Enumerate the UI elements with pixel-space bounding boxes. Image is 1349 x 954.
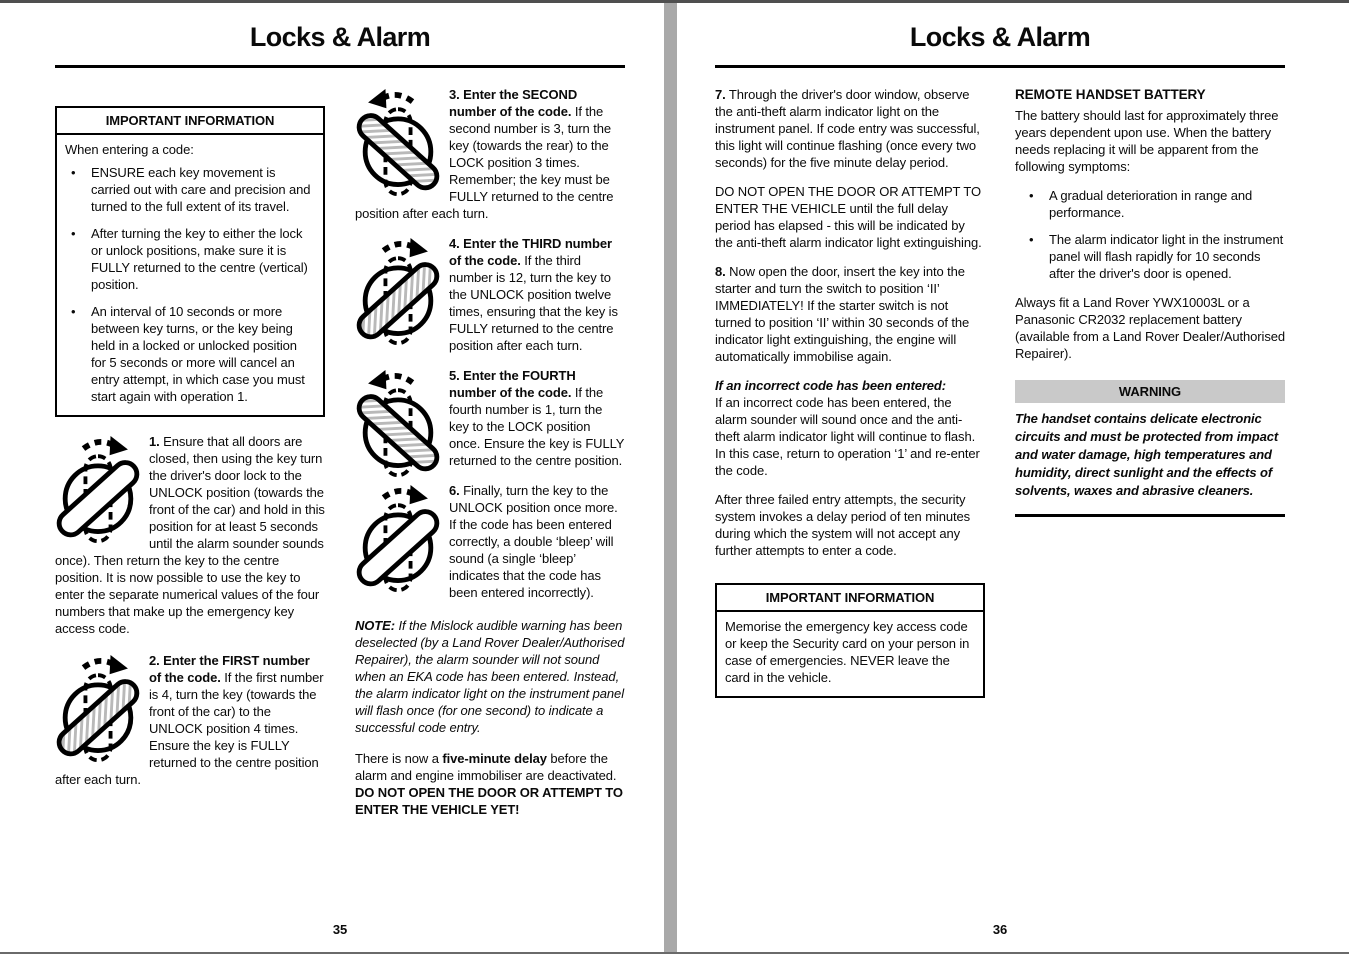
key-turn-clockwise-icon <box>355 237 441 349</box>
step-text: If the third number is 12, turn the key to the UNLOCK position twelve times, ensuring that the key is FULLY returned to the centre position after each turn. <box>449 253 618 353</box>
step-instruction-5 <box>355 367 625 469</box>
step-lead: 5. Enter the FOURTH number of the code. <box>449 368 576 400</box>
step-text: Ensure that all doors are closed, then using the key turn the driver's door lock to the UNLOCK position (towards the front of the car) and hold in this position for at least 5 seconds until the alarm sounder sounds once). Then return the key to the centre position. It is now possible to use the key to enter the separate numerical values of the four numbers that make up the emergency key access code. <box>55 434 325 636</box>
right-page-column-2 <box>1015 86 1285 698</box>
right-page-column-1 <box>715 86 985 698</box>
step-lead: 4. Enter the THIRD number of the code. <box>449 236 612 268</box>
note-label: NOTE: <box>355 618 395 633</box>
info-box-intro: When entering a code: <box>65 142 194 157</box>
battery-symptom-list <box>1015 187 1285 282</box>
step-text: Finally, turn the key to the UNLOCK position once more. If the code has been entered correctly, a double ‘bleep’ will sound (a single ‘bleep’ indicates that the code has been entered incorrectly). <box>449 483 618 600</box>
left-page-column-2 <box>355 86 625 830</box>
incorrect-code-heading: If an incorrect code has been entered: <box>715 378 946 393</box>
manual-page-35 <box>0 0 664 954</box>
bullet-icon: • <box>71 165 76 180</box>
step-instruction-6 <box>355 482 625 601</box>
title-divider <box>715 65 1285 68</box>
page-title: Locks & Alarm <box>909 22 1091 52</box>
info-box-header: IMPORTANT INFORMATION <box>717 585 983 612</box>
info-box-header: IMPORTANT INFORMATION <box>57 108 323 135</box>
delay-text: before the alarm and engine immobiliser are deactivated. <box>355 751 617 783</box>
warning-box <box>1015 380 1285 517</box>
viewer-top-edge <box>0 0 1349 3</box>
bullet-text: After turning the key to either the lock or unlock positions, make sure it is FULLY returned to the centre (vertical) position. <box>91 226 308 292</box>
list-item <box>1015 187 1285 221</box>
key-turn-clockwise-icon <box>55 654 141 766</box>
bullet-icon: • <box>71 226 76 241</box>
incorrect-code-text: If an incorrect code has been entered, the alarm sounder will sound once and the anti-theft alarm indicator light will continue to flash. In this case, return to operation ‘1’ and re-enter the code. <box>715 395 980 478</box>
step-text: If the first number is 4, turn the key (towards the front of the car) to the UNLOCK position 4 times. Ensure the key is FULLY returned to the centre position after each turn. <box>55 670 324 787</box>
warning-text: The handset contains delicate electronic circuits and must be protected from impact and water damage, high temperatures and humidity, direct sunlight and the effects of solvents, waxes and abrasive cleaners. <box>1015 411 1279 498</box>
step-text: Through the driver's door window, observe the anti-theft alarm indicator light on the instrument panel. If code entry was successful, this light will continue flashing (once every two seconds) for the five minute delay period. <box>715 87 980 170</box>
battery-paragraph-1: The battery should last for approximately three years dependent upon use. When the battery needs replacing it will be apparent from the following symptoms: <box>1015 108 1279 174</box>
important-information-box <box>55 106 325 417</box>
left-page-column-1 <box>55 86 325 830</box>
page-number: 35 <box>332 922 348 937</box>
delay-warning-bold: DO NOT OPEN THE DOOR OR ATTEMPT TO ENTER THE VEHICLE YET! <box>355 785 623 817</box>
delay-text: There is now a <box>355 751 443 766</box>
step-instruction-2 <box>55 652 325 788</box>
info-box-text: Memorise the emergency key access code or keep the Security card on your person in case of emergencies. NEVER leave the card in the vehicle. <box>725 619 970 685</box>
important-information-box <box>715 583 985 698</box>
step-text: If the second number is 3, turn the key (towards the rear) to the LOCK position 3 times. Remember; the key must be FULLY returned to the centre position after each turn. <box>355 104 614 221</box>
warning-divider <box>1015 514 1285 517</box>
bullet-text: ENSURE each key movement is carried out with care and precision and turned to the full extent of its travel. <box>91 165 311 214</box>
note-text: If the Mislock audible warning has been deselected (by a Land Rover Dealer/Authorised Repairer), the alarm sounder will not sound when an EKA code has been entered. Instead, the alarm indicator light on the instrument panel will flash once (for one second) to indicate a successful code entry. <box>355 618 625 735</box>
step-number: 7. <box>715 87 726 102</box>
step-instruction-1 <box>55 433 325 637</box>
step-paragraph-7 <box>715 86 985 171</box>
title-divider <box>55 65 625 68</box>
bullet-text: A gradual deterioration in range and performance. <box>1049 188 1253 220</box>
key-turn-clockwise-icon <box>355 484 441 596</box>
battery-paragraph-2: Always fit a Land Rover YWX10003L or a Panasonic CR2032 replacement battery (available from a Land Rover Dealer/Authorised Repairer). <box>1015 295 1285 361</box>
delay-warning-paragraph <box>355 750 625 818</box>
note-paragraph <box>355 617 625 736</box>
step-number: 1. <box>149 434 160 449</box>
list-item <box>65 225 315 293</box>
key-turn-anticlockwise-icon <box>355 88 441 200</box>
step-number: 6. <box>449 483 460 498</box>
step-number: 8. <box>715 264 726 279</box>
bullet-icon: • <box>71 304 76 319</box>
section-heading: REMOTE HANDSET BATTERY <box>1015 87 1206 102</box>
step-lead: 2. Enter the FIRST number of the code. <box>149 653 310 685</box>
delay-bold-text: five-minute delay <box>442 751 547 766</box>
step-lead: 3. Enter the SECOND number of the code. <box>449 87 578 119</box>
bullet-icon: • <box>1029 232 1034 247</box>
page-number: 36 <box>992 922 1008 937</box>
warning-header: WARNING <box>1015 380 1285 403</box>
key-turn-clockwise-icon <box>55 435 141 547</box>
step-paragraph-8 <box>715 263 985 365</box>
list-item <box>1015 231 1285 282</box>
page-title: Locks & Alarm <box>249 22 431 52</box>
bullet-text: An interval of 10 seconds or more between key turns, or the key being held in a locked or unlocked position for 5 seconds or more will cancel an entry attempt, in which case you must start again with operation 1. <box>91 304 305 404</box>
step-text: Now open the door, insert the key into the starter and turn the switch to position ‘II’ IMMEDIATELY! If the starter switch is not turned to position ‘II’ within 30 seconds of the indicator light extinguishing, the engine will automatically immobilise again. <box>715 264 970 364</box>
delay-caps-paragraph: DO NOT OPEN THE DOOR OR ATTEMPT TO ENTER THE VEHICLE until the full delay period has elapsed - this will be indicated by the anti-theft alarm indicator light extinguishing. <box>715 184 982 250</box>
manual-page-36 <box>677 0 1349 954</box>
failed-attempts-paragraph: After three failed entry attempts, the security system invokes a delay period of ten minutes during which the system will not accept any further attempts to enter a code. <box>715 492 971 558</box>
list-item <box>65 164 315 215</box>
step-instruction-3 <box>355 86 625 222</box>
bullet-icon: • <box>1029 188 1034 203</box>
page-gutter <box>664 0 677 954</box>
step-text: If the fourth number is 1, turn the key to the LOCK position once. Ensure the key is FULLY returned to the centre position. <box>449 385 625 468</box>
key-turn-anticlockwise-icon <box>355 369 441 481</box>
bullet-text: The alarm indicator light in the instrument panel will flash rapidly for 10 seconds after the driver's door is opened. <box>1049 232 1284 281</box>
list-item <box>65 303 315 405</box>
step-instruction-4 <box>355 235 625 354</box>
